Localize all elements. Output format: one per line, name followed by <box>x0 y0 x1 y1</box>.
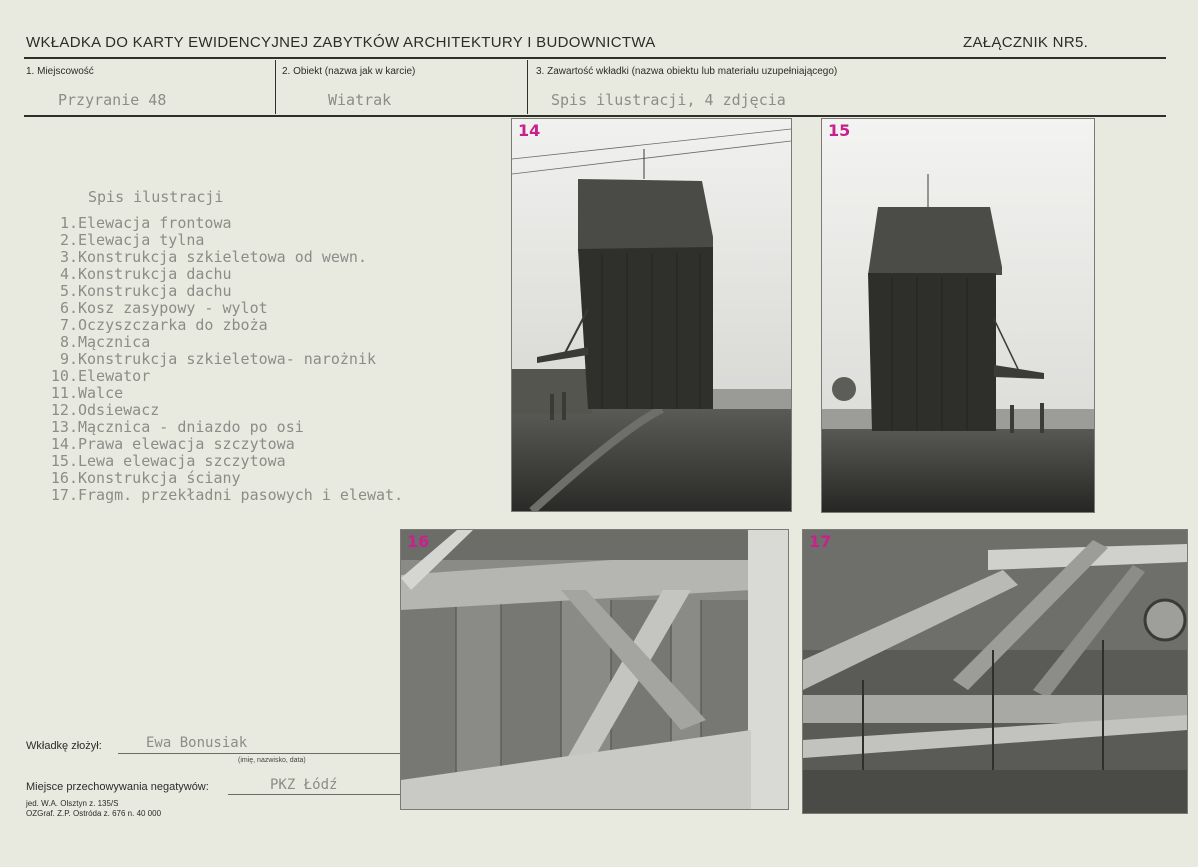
list-item-text: Fragm. przekładni pasowych i elewat. <box>78 486 404 504</box>
list-item <box>30 470 403 487</box>
list-item-text: Kosz zasypowy - wylot <box>78 299 268 317</box>
location-value: Przyranie 48 <box>58 91 167 109</box>
field-divider <box>275 60 276 114</box>
wall-construction-image <box>401 530 788 809</box>
list-item-text: Prawa elewacja szczytowa <box>78 435 295 453</box>
list-item-text: Walce <box>78 384 124 402</box>
list-item-text: Konstrukcja dachu <box>78 282 232 300</box>
list-item-number: 14. <box>50 435 78 453</box>
list-item-text: Elewacja tylna <box>78 231 205 249</box>
photo-17 <box>802 529 1188 814</box>
author-line <box>118 753 400 754</box>
list-item <box>30 436 403 453</box>
photo-15 <box>821 118 1095 513</box>
list-item-number: 11. <box>50 384 78 402</box>
list-item <box>30 300 403 317</box>
list-item-number: 8. <box>59 333 78 351</box>
print-info-2: OZGraf. Z.P. Ostróda z. 676 n. 40 000 <box>26 809 162 818</box>
document-title: WKŁADKA DO KARTY EWIDENCYJNEJ ZABYTKÓW ARCHITEKTURY I BUDOWNICTWA <box>26 34 656 51</box>
negatives-label: Miejsce przechowywania negatywów: <box>26 781 209 793</box>
header-rule <box>24 57 1166 59</box>
field-divider <box>527 60 528 114</box>
list-item-text: Konstrukcja ściany <box>78 469 241 487</box>
list-item-text: Lewa elewacja szczytowa <box>78 452 286 470</box>
list-item <box>30 351 403 368</box>
list-item-number: 5. <box>59 282 78 300</box>
list-item-number: 2. <box>59 231 78 249</box>
author-note: (imię, nazwisko, data) <box>238 757 306 764</box>
list-item <box>30 385 403 402</box>
list-item <box>30 402 403 419</box>
list-item-number: 7. <box>59 316 78 334</box>
content-label: 3. Zawartość wkładki (nazwa obiektu lub materiału uzupełniającego) <box>536 66 838 77</box>
author-label: Wkładkę złożył: <box>26 740 102 752</box>
annex-number: ZAŁĄCZNIK NR5. <box>963 34 1089 51</box>
negatives-line <box>228 794 400 795</box>
negatives-value: PKZ Łódź <box>270 777 338 793</box>
list-heading: Spis ilustracji <box>88 188 224 206</box>
list-item-text: Mącznica - dniazdo po osi <box>78 418 304 436</box>
list-item-number: 4. <box>59 265 78 283</box>
list-item-text: Oczyszczarka do zboża <box>78 316 268 334</box>
illustration-list <box>30 215 403 504</box>
photo-16 <box>400 529 789 810</box>
list-item <box>30 317 403 334</box>
location-label: 1. Miejscowość <box>26 66 94 77</box>
photo-number: 14 <box>518 121 541 140</box>
list-item-number: 17. <box>50 486 78 504</box>
print-info-1: jed. W.A. Olsztyn z. 135/S <box>26 799 119 808</box>
belt-transmission-image <box>803 530 1187 813</box>
list-item-number: 12. <box>50 401 78 419</box>
list-item-number: 13. <box>50 418 78 436</box>
author-value: Ewa Bonusiak <box>146 735 248 751</box>
photo-14 <box>511 118 792 512</box>
object-label: 2. Obiekt (nazwa jak w karcie) <box>282 66 416 77</box>
list-item <box>30 283 403 300</box>
list-item <box>30 334 403 351</box>
list-item <box>30 215 403 232</box>
photo-number: 17 <box>809 532 832 551</box>
windmill-side-image <box>822 119 1094 512</box>
list-item-number: 15. <box>50 452 78 470</box>
list-item-text: Konstrukcja szkieletowa- narożnik <box>78 350 377 368</box>
list-item-text: Elewacja frontowa <box>78 214 232 232</box>
list-item-number: 9. <box>59 350 78 368</box>
list-item-number: 10. <box>50 367 78 385</box>
list-item-number: 6. <box>59 299 78 317</box>
list-item-text: Elewator <box>78 367 151 385</box>
list-item-text: Konstrukcja szkieletowa od wewn. <box>78 248 367 266</box>
list-item <box>30 453 403 470</box>
photo-number: 15 <box>828 121 851 140</box>
windmill-front-image <box>512 119 791 511</box>
content-value: Spis ilustracji, 4 zdjęcia <box>551 91 786 109</box>
list-item-number: 3. <box>59 248 78 266</box>
list-item-text: Mącznica <box>78 333 151 351</box>
photo-number: 16 <box>407 532 430 551</box>
list-item <box>30 232 403 249</box>
fields-bottom-rule <box>24 115 1166 117</box>
list-item <box>30 249 403 266</box>
list-item-text: Konstrukcja dachu <box>78 265 232 283</box>
list-item <box>30 266 403 283</box>
list-item <box>30 368 403 385</box>
list-item-text: Odsiewacz <box>78 401 160 419</box>
list-item <box>30 419 403 436</box>
object-value: Wiatrak <box>328 91 392 109</box>
list-item-number: 16. <box>50 469 78 487</box>
list-item <box>30 487 403 504</box>
list-item-number: 1. <box>59 214 78 232</box>
